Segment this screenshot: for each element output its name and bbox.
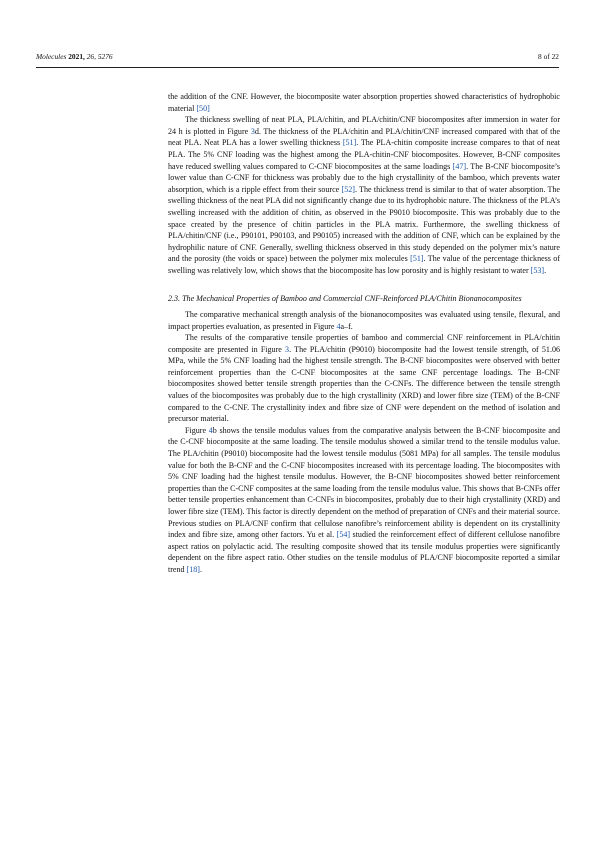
citation-link[interactable]: [51] bbox=[342, 138, 357, 148]
paragraph bbox=[168, 91, 560, 114]
text-run: . The value of the percentage thickness of swelling was relatively low, which shows that the biocomposite has low porosity and is highly resistant to water bbox=[168, 254, 561, 275]
text-run: . The thickness trend is similar to that of water absorption. The swelling thickness of the neat PLA did not significantly change due to its hydrophobic nature. The thickness of the PLA’s swelling increased with the addition of chitin, as observed in the P9010 biocomposite. This was probably due to the space created by the presence of chitin particles in the PLA matrix. Furthermore, the swelling thickness of PLA/chitin/CNF (i.e., P90101, P90103, and P90105) increased with the addition of CNF, which can be explained by the hydrophilic nature of CNF. Generally, swelling thickness observed in this study depended on the polymer mix’s nature and the porosity (the voids or space) between the polymer mix molecules bbox=[168, 184, 560, 264]
journal-name: Molecules bbox=[36, 52, 67, 61]
paragraph bbox=[168, 332, 560, 425]
citation-link[interactable]: [51] bbox=[410, 254, 424, 264]
section-heading: 2.3. The Mechanical Properties of Bamboo and Commercial CNF-Reinforced PLA/Chitin Bionanocomposites bbox=[168, 293, 522, 303]
text-run: d. The thickness of the PLA/chitin and PLA/chitin/CNF increased compared with that of the neat PLA. Neat PLA has a lower swelling thickness bbox=[168, 126, 560, 148]
page-number: 8 of 22 bbox=[538, 52, 559, 61]
text-run: . The B-CNF biocomposite’s lower value than C-CNF for thickness was probably due to the high crystallinity of the bamboo, which prevents water absorption, which is a ripple effect from their source bbox=[168, 161, 561, 194]
citation-link[interactable]: [47] bbox=[452, 161, 467, 171]
article-body bbox=[168, 91, 560, 576]
text-run: studied the reinforcement effect of different cellulose nanofibre aspect ratios on polylactic acid. The resulting composite showed that its tensile modulus properties were significantly dependent on the fibre aspect ratio. Other studies on the tensile modulus of PLA/CNF biocomposite reported a similar trend bbox=[168, 530, 561, 574]
figure-link[interactable]: 3 bbox=[285, 344, 290, 354]
paragraph bbox=[168, 309, 560, 332]
text-run: . bbox=[199, 564, 202, 574]
figure-link[interactable]: 4 bbox=[336, 321, 341, 331]
journal-volume: 26, 5276 bbox=[86, 52, 113, 61]
paragraph bbox=[168, 114, 560, 276]
text-run: The comparative mechanical strength analysis of the bionanocomposites was evaluated using tensile, flexural, and impact properties evaluation, as presented in Figure bbox=[168, 309, 560, 331]
text-run: a–f. bbox=[340, 321, 353, 331]
citation-link[interactable]: [50] bbox=[196, 103, 210, 113]
header-rule bbox=[36, 67, 559, 68]
paragraph bbox=[168, 425, 560, 576]
page-header bbox=[36, 50, 559, 64]
journal-year: 2021, bbox=[68, 52, 85, 61]
figure-link[interactable]: 3 bbox=[250, 126, 255, 136]
citation-link[interactable]: [53] bbox=[530, 265, 545, 275]
text-run: The thickness swelling of neat PLA, PLA/chitin, and PLA/chitin/CNF biocomposites after immersion in water for 24 h is plotted in Figure bbox=[168, 115, 560, 136]
text-run: b shows the tensile modulus values from the comparative analysis between the B-CNF biocomposite and the C-CNF biocomposite at the same loading. The tensile modulus showed a similar trend to the tensile modulus value. The PLA/chitin (P9010) biocomposite had the lowest tensile modulus (5081 MPa) for all samples. The tensile modulus value for both the B-CNF and the C-CNF biocomposites increased with its percentage loading. The biocomposites with 5% CNF loading had the highest tensile modulus. However, the B-CNF biocomposites showed better reinforcement properties than the C-CNF composites at the same loading from the tensile modulus value. This shows that B-CNFs offer better tensile properties enhancement than C-CNFs in biocomposites, probably due to their high crystallinity (XRD) and lower fibre size (TEM). This factor is directly dependent on the method of preparation of CNFs and their material source. Previous studies on PLA/CNF confirm that cellulose nanofibre’s reinforcement ability is dependent on its crystallinity index and fibre size, among other factors. Yu et al. bbox=[168, 425, 560, 540]
text-run: . The PLA-chitin composite increase compares to that of neat PLA. The 5% CNF loading was the highest among the PLA-chitin-CNF biocomposites. However, B-CNF composites have reduced swelling values compared to C-CNF biocomposites at the same loadings bbox=[168, 138, 560, 171]
journal-citation bbox=[36, 50, 113, 64]
citation-link[interactable]: [54] bbox=[336, 530, 351, 540]
figure-link[interactable]: 4 bbox=[208, 425, 213, 435]
text-run: Figure bbox=[185, 425, 209, 435]
citation-link[interactable]: [18] bbox=[186, 564, 200, 574]
text-run: The results of the comparative tensile properties of bamboo and commercial CNF reinforcement in PLA/chitin composite are presented in Figure bbox=[168, 333, 560, 354]
citation-link[interactable]: [52] bbox=[341, 184, 355, 194]
text-run: . bbox=[544, 265, 547, 275]
text-run: the addition of the CNF. However, the biocomposite water absorption properties showed characteristics of hydrophobic material bbox=[168, 92, 560, 113]
text-run: . The PLA/chitin (P9010) biocomposite had the lowest tensile strength, of 51.06 MPa, while the 5% CNF loading had the highest tensile strength. The B-CNF biocomposites were observed with better reinforcement properties than the C-CNF biocomposites at the same CNF percentage loadings. The B-CNF biocomposites showed better tensile strength properties than the C-CNFs. The difference between the tensile strength values of the biocomposites was probably due to the high crystallinity (XRD) and lower fibre size (TEM) of the B-CNF compared to the C-CNF. The crystallinity index and fibre size of CNF were dependent on the method of isolation and precursor material. bbox=[168, 344, 561, 424]
